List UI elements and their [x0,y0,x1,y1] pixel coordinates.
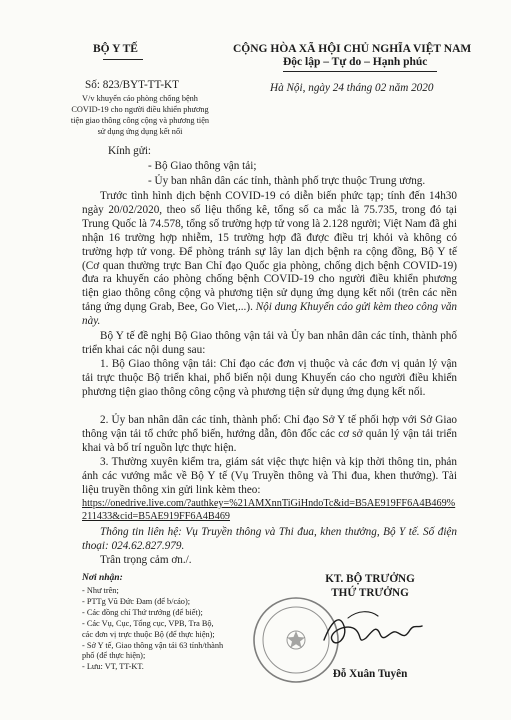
paragraph-ministry-transport [82,358,457,400]
signer-name: Đỗ Xuân Tuyên [332,668,408,680]
motto-underline [283,71,437,72]
recipients-list-item: - Các đồng chí Thứ trưởng (để biết); [82,607,203,617]
attachment-note: Nội dung Khuyến cáo gửi kèm theo công văn này. [82,301,458,328]
handwritten-signature-icon [318,600,428,660]
subject-line: V/v khuyến cáo phòng chống bệnh [82,94,198,103]
recipients-list-item: - Các Vụ, Cục, Tổng cục, VPB, Tra Bộ, [82,618,214,628]
contact-info [82,526,457,554]
paragraph-situation [82,190,457,329]
subject-line: COVID-19 cho người điều khiển phương [71,104,209,114]
subject-line: sử dụng ứng dụng kết nối [97,126,183,136]
recipients-label: Kính gửi: [108,145,152,157]
recipients-list-item: phố (để thực hiện); [82,651,146,661]
contact-text: Thông tin liên hệ: Vụ Truyền thông và Thi đua, khen thưởng, Bộ Y tế. Số điện thoại: 024.62.827.979. [82,526,457,552]
paragraph-text: 2. Ủy ban nhân dân các tỉnh, thành phố: Chỉ đạo Sở Y tế phối hợp với Sở Giao thông vận tải tổ chức phổ biến, hướng dẫn, đôn đốc các cơ sở quản lý vận tải triển khai và bố trí nguồn lực thực hiện. [82,414,457,454]
motto: Độc lập – Tự do – Hạnh phúc [283,56,428,68]
document-number: Số: 823/BYT-TT-KT [85,79,179,91]
recipients-list-item: - PTTg Vũ Đức Đam (để b/cáo); [82,596,191,606]
signature-title-primary: KT. BỘ TRƯỞNG [325,573,415,585]
paragraph-provinces [82,414,457,456]
signature-title-secondary: THỨ TRƯỞNG [331,587,409,599]
paragraph-monitoring [82,456,457,498]
country-name: CỘNG HÒA XÃ HỘI CHỦ NGHĨA VIỆT NAM [233,43,472,55]
subject [70,94,210,138]
ministry-name: BỘ Y TẾ [93,43,138,55]
recipients-list-label: Nơi nhận: [82,573,123,583]
recipients-list-item: - Như trên; [82,586,119,595]
recipient-item: - Bộ Giao thông vận tải; [148,160,257,172]
paragraph-text: Bộ Y tế đề nghị Bộ Giao thông vận tải và Ủy ban nhân dân các tỉnh, thành phố triển khai các nội dung sau: [82,330,457,356]
document-link[interactable]: https://onedrive.live.com/?authkey=%21AMXnnTiGiHndoTc&id=B5AE919FF6A4B469%211433&cid=B5AE919FF6A4B469 [82,498,456,522]
recipient-item: - Ủy ban nhân dân các tỉnh, thành phố trực thuộc Trung ương. [148,175,426,187]
subject-line: tiện giao thông công cộng và phương tiện [70,115,210,125]
paragraph-request [82,330,457,358]
recipients-list-item: - Sở Y tế, Giao thông vận tải 63 tỉnh/thành [82,640,224,650]
recipients-list-item: - Lưu: VT, TT-KT. [82,662,144,672]
paragraph-text: Trước tình hình dịch bệnh COVID-19 có diễn biến phức tạp; tính đến 14h30 ngày 20/02/2020, theo số liệu thống kê, tổng số ca mắc là 75.735, trong đó tại Trung Quốc là 74.578, tổng số trường hợp tử vong là 2.128 người; Việt Nam đã ghi nhận 16 trường hợp nhiễm, 15 trường hợp đã được điều trị khỏi và không có trường hợp tử vong. Để phòng tránh sự lây lan dịch bệnh ra cộng đồng, Bộ Y tế (Cơ quan thường trực Ban Chỉ đạo Quốc gia phòng, chống dịch bệnh COVID-19) đưa ra khuyến cáo phòng chống bệnh COVID-19 cho người điều khiển phương tiện giao thông công cộng và phương tiện sử dụng ứng dụng kết nối (trên các nền tảng ứng dụng Grab, Bee, Go Viet,...). [82,190,457,314]
paragraph-text: 1. Bộ Giao thông vận tải: Chỉ đạo các đơn vị thuộc và các đơn vị quản lý vận tải trực thuộc Bộ triển khai, phổ biến nội dung Khuyến cáo cho người điều khiển phương tiện giao thông công cộng và phương tiện sử dụng ứng dụng kết nối. [82,358,457,398]
paragraph-text: 3. Thường xuyên kiểm tra, giám sát việc thực hiện và kịp thời thông tin, phản ánh các vướng mắc về Bộ Y tế (Vụ Truyền thông và Thi đua, khen thưởng). Tài liệu truyền thông xin gửi link kèm theo: [82,456,457,496]
recipients-list [82,586,223,673]
document-date: Hà Nội, ngày 24 tháng 02 năm 2020 [270,82,434,94]
closing-line: Trân trọng cảm ơn./. [100,554,192,566]
ministry-underline [103,59,143,60]
recipients-list-item: các đơn vị trực thuộc Bộ (để thực hiện); [82,629,215,639]
